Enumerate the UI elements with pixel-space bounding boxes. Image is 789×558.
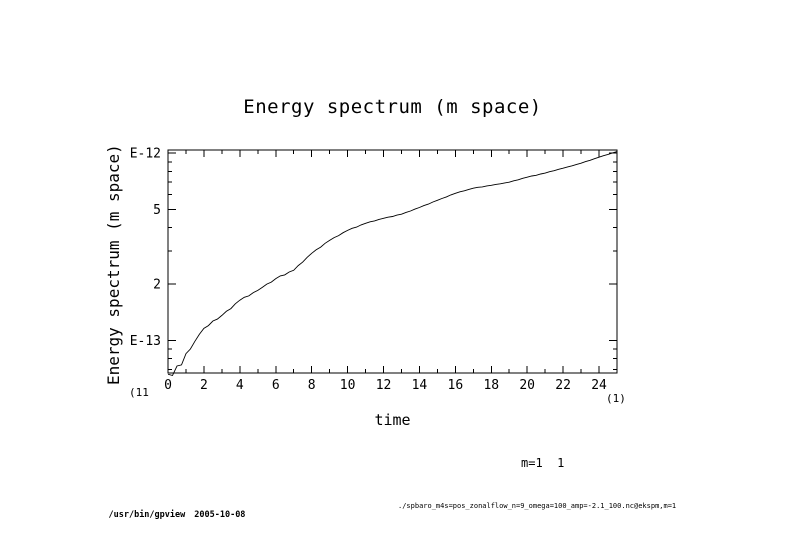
legend-entry: m=1 1 <box>521 456 565 470</box>
x-tick-label: 12 <box>375 378 392 393</box>
y-tick-label: E-12 <box>129 146 161 162</box>
x-tick-label: 6 <box>271 378 280 393</box>
y-axis-label: Energy spectrum (m space) <box>104 144 123 385</box>
x-tick-label: 24 <box>591 378 607 393</box>
axis-corner-label-left: (11 <box>129 386 149 399</box>
footer-data-path: ./spbaro_m4s=pos_zonalflow_n=9_omega=100_amp=-2.1_100.nc@ekspm,m=1 <box>398 502 677 510</box>
y-tick-label: 2 <box>153 277 161 293</box>
plot-frame <box>168 150 617 373</box>
x-tick-label: 18 <box>483 378 500 393</box>
axis-corner-label-right: (1) <box>606 392 626 405</box>
x-tick-label: 0 <box>164 378 172 393</box>
x-tick-label: 20 <box>519 378 536 393</box>
x-tick-label: 10 <box>339 378 356 393</box>
x-tick-label: 22 <box>555 378 571 393</box>
chart-title: Energy spectrum (m space) <box>243 96 542 118</box>
footer-program-info <box>88 500 245 530</box>
x-tick-label: 4 <box>235 378 244 393</box>
x-tick-label: 16 <box>447 378 464 393</box>
render-date: 2005-10-08 <box>194 510 246 520</box>
y-tick-label: E-13 <box>129 333 161 349</box>
x-tick-label: 14 <box>411 378 428 393</box>
y-tick-label: 5 <box>153 203 161 219</box>
x-tick-label: 8 <box>307 378 316 393</box>
x-tick-label: 2 <box>200 378 208 393</box>
x-axis-label: time <box>374 411 411 429</box>
program-path: /usr/bin/gpview <box>108 510 186 520</box>
data-curve <box>168 152 617 376</box>
